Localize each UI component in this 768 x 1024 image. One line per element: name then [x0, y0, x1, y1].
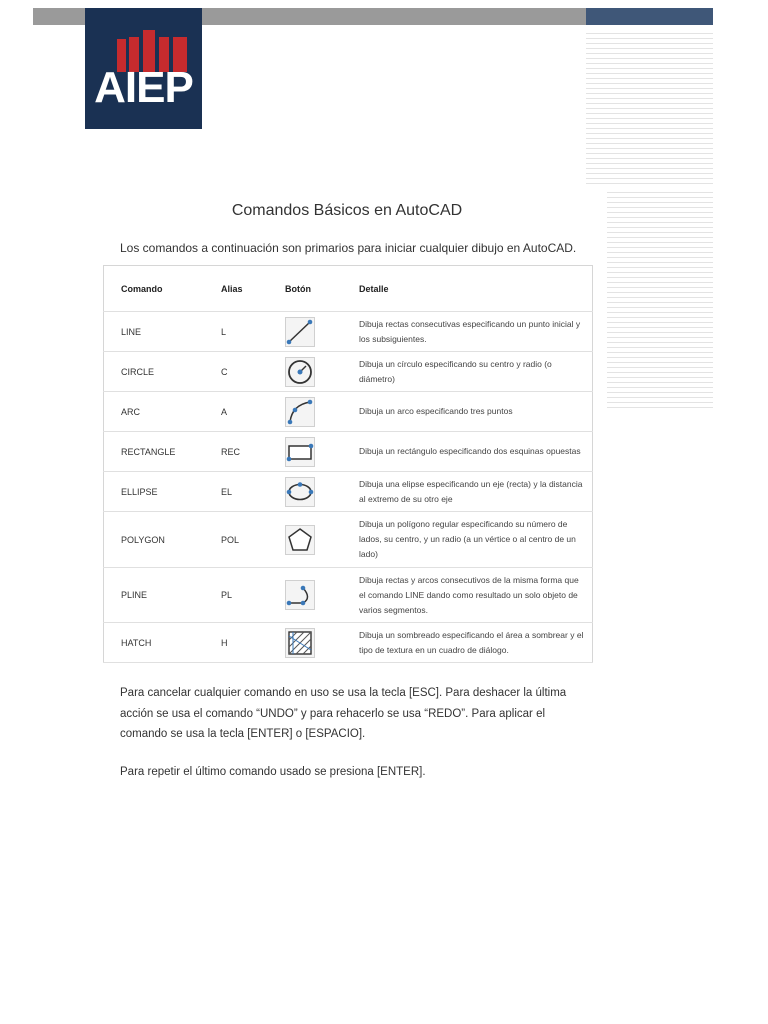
command-alias: H	[221, 637, 228, 648]
decorative-lines-side	[607, 192, 713, 412]
table-row	[104, 392, 593, 432]
rectangle-icon	[285, 437, 315, 467]
commands-table	[103, 265, 593, 663]
table-header-row	[104, 266, 593, 312]
command-detail: Dibuja rectas consecutivas especificando un punto inicial y los subsiguientes.	[359, 318, 581, 344]
command-detail: Dibuja un arco especificando tres puntos	[359, 406, 513, 416]
command-detail: Dibuja un rectángulo especificando dos esquinas opuestas	[359, 446, 581, 456]
header-detalle: Detalle	[359, 283, 389, 294]
table-row	[104, 472, 593, 512]
command-name: PLINE	[121, 590, 148, 600]
decorative-lines-top	[586, 33, 713, 188]
command-alias: EL	[221, 486, 233, 497]
command-name: ARC	[121, 406, 141, 417]
table-row	[104, 432, 593, 472]
intro-text: Los comandos a continuación son primarios para iniciar cualquier dibujo en AutoCAD.	[120, 241, 577, 255]
line-icon	[285, 317, 315, 347]
header-comando: Comando	[121, 283, 163, 294]
command-detail: Dibuja una elipse especificando un eje (recta) y la distancia al extremo de su otro eje	[359, 478, 583, 504]
table-row	[104, 512, 593, 568]
ellipse-icon	[285, 477, 315, 507]
table-row	[104, 623, 593, 663]
command-alias: PL	[221, 590, 233, 600]
command-alias: REC	[221, 446, 241, 457]
hatch-icon	[285, 628, 315, 658]
command-detail: Dibuja un círculo especificando su centro y radio (o diámetro)	[359, 358, 552, 384]
command-name: POLYGON	[121, 534, 165, 545]
command-name: ELLIPSE	[121, 486, 158, 497]
command-detail: Dibuja un sombreado especificando el área a sombrear y el tipo de textura en un cuadro de diálogo.	[359, 629, 584, 655]
arc-icon	[285, 397, 315, 427]
command-detail: Dibuja un polígono regular especificando su número de lados, su centro, y un radio (a un vértice o al centro de un lado)	[359, 519, 576, 559]
cancel-paragraph: Para cancelar cualquier comando en uso se usa la tecla [ESC]. Para deshacer la última acción se usa el comando “UNDO” y para rehacerlo se usa “REDO”. Para aplicar el comando se usa la tecla [ENTER] o [ESPACIO].	[120, 687, 567, 740]
table-row	[104, 312, 593, 352]
polygon-icon	[285, 525, 315, 555]
aiep-logo	[85, 8, 202, 129]
command-detail: Dibuja rectas y arcos consecutivos de la misma forma que el comando LINE dando como resultado un solo objeto de varios segmentos.	[359, 574, 579, 615]
repeat-paragraph: Para repetir el último comando usado se presiona [ENTER].	[120, 766, 426, 778]
header-boton: Botón	[285, 283, 311, 294]
logo-text: AIEP	[94, 63, 193, 112]
command-name: HATCH	[121, 637, 152, 648]
circle-icon	[285, 357, 315, 387]
command-alias: POL	[221, 534, 240, 545]
command-name: CIRCLE	[121, 366, 155, 377]
command-alias: L	[221, 326, 227, 337]
command-alias: A	[221, 406, 228, 417]
command-name: RECTANGLE	[121, 446, 176, 457]
table-row	[104, 568, 593, 623]
command-name: LINE	[121, 326, 142, 337]
document-title: Comandos Básicos en AutoCAD	[231, 202, 463, 219]
command-alias: C	[221, 366, 228, 377]
header-alias: Alias	[221, 283, 243, 294]
top-navy-bar	[586, 8, 713, 25]
polyline-icon	[285, 580, 315, 610]
table-row	[104, 352, 593, 392]
